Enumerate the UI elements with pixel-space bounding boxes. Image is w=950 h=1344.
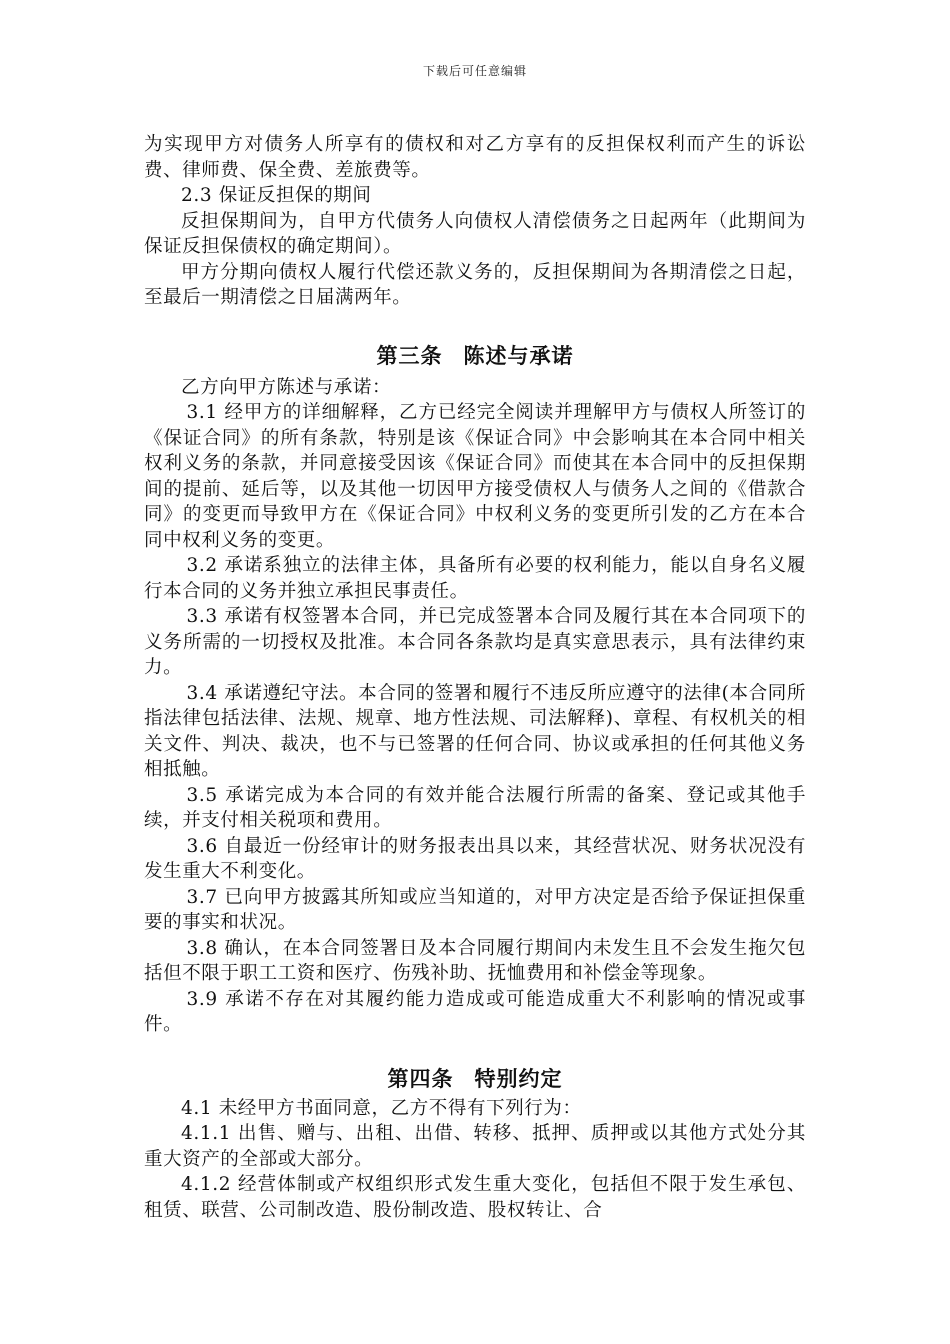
contract-body <box>144 132 806 1223</box>
clause-3-5: 3.5 承诺完成为本合同的有效并能合法履行所需的备案、登记或其他手续，并支付相关税项和费用。 <box>144 784 806 831</box>
subheading-2-3: 2.3 保证反担保的期间 <box>181 185 372 206</box>
clause-4-1-2: 4.1.2 经营体制或产权组织形式发生重大变化，包括但不限于发生承包、租赁、联营、公司制改造、股份制改造、股权转让、合 <box>144 1174 806 1221</box>
paragraph-continued: 为实现甲方对债务人所享有的债权和对乙方享有的反担保权利而产生的诉讼费、律师费、保全费、差旅费等。 <box>144 134 806 181</box>
paragraph-period-1: 反担保期间为，自甲方代债务人向债权人清偿债务之日起两年（此期间为保证反担保债权的确定期间）。 <box>144 210 806 257</box>
clause-4-1-1: 4.1.1 出售、赠与、出租、出借、转移、抵押、质押或以其他方式处分其重大资产的全部或大部分。 <box>144 1123 806 1170</box>
article-4-name: 特别约定 <box>474 1065 563 1091</box>
clause-4-1: 4.1 未经甲方书面同意，乙方不得有下列行为： <box>181 1097 582 1119</box>
clause-3-4: 3.4 承诺遵纪守法。本合同的签署和履行不违反所应遵守的法律(本合同所指法律包括法律、法规、规章、地方性法规、司法解释)、章程、有权机关的相关文件、判决、裁决，也不与已签署的任何合同、协议或承担的任何其他义务相抵触。 <box>144 682 806 780</box>
article-3-number: 第三条 <box>376 342 443 368</box>
paragraph-period-2: 甲方分期向债权人履行代偿还款义务的，反担保期间为各期清偿之日起，至最后一期清偿之日届满两年。 <box>144 261 806 308</box>
clause-3-8: 3.8 确认，在本合同签署日及本合同履行期间内未发生且不会发生拖欠包括但不限于职工工资和医疗、伤残补助、抚恤费用和补偿金等现象。 <box>144 937 806 984</box>
article-3-intro: 乙方向甲方陈述与承诺： <box>181 376 392 398</box>
article-4-number: 第四条 <box>387 1065 454 1091</box>
clause-3-2: 3.2 承诺系独立的法律主体，具备所有必要的权利能力，能以自身名义履行本合同的义务并独立承担民事责任。 <box>144 555 806 602</box>
page-header-note: 下载后可任意编辑 <box>422 64 527 78</box>
clause-3-7: 3.7 已向甲方披露其所知或应当知道的，对甲方决定是否给予保证担保重要的事实和状况。 <box>144 886 806 933</box>
article-3-title <box>144 341 806 371</box>
article-3-name: 陈述与承诺 <box>463 342 574 368</box>
article-4-title <box>144 1064 806 1094</box>
clause-3-6: 3.6 自最近一份经审计的财务报表出具以来，其经营状况、财务状况没有发生重大不利变化。 <box>144 835 806 882</box>
clause-3-9: 3.9 承诺不存在对其履约能力造成或可能造成重大不利影响的情况或事件。 <box>144 988 806 1035</box>
clause-3-1: 3.1 经甲方的详细解释，乙方已经完全阅读并理解甲方与债权人所签订的《保证合同》的所有条款，特别是该《保证合同》中会影响其在本合同中相关权利义务的条款，并同意接受因该《保证合同》而使其在本合同中的反担保期间的提前、延后等，以及其他一切因甲方接受债权人与债务人之间的《借款合同》的变更而导致甲方在《保证合同》中权利义务的变更所引发的乙方在本合同中权利义务的变更。 <box>144 402 806 551</box>
clause-3-3: 3.3 承诺有权签署本合同，并已完成签署本合同及履行其在本合同项下的义务所需的一切授权及批准。本合同各条款均是真实意思表示，具有法律约束力。 <box>144 606 806 678</box>
